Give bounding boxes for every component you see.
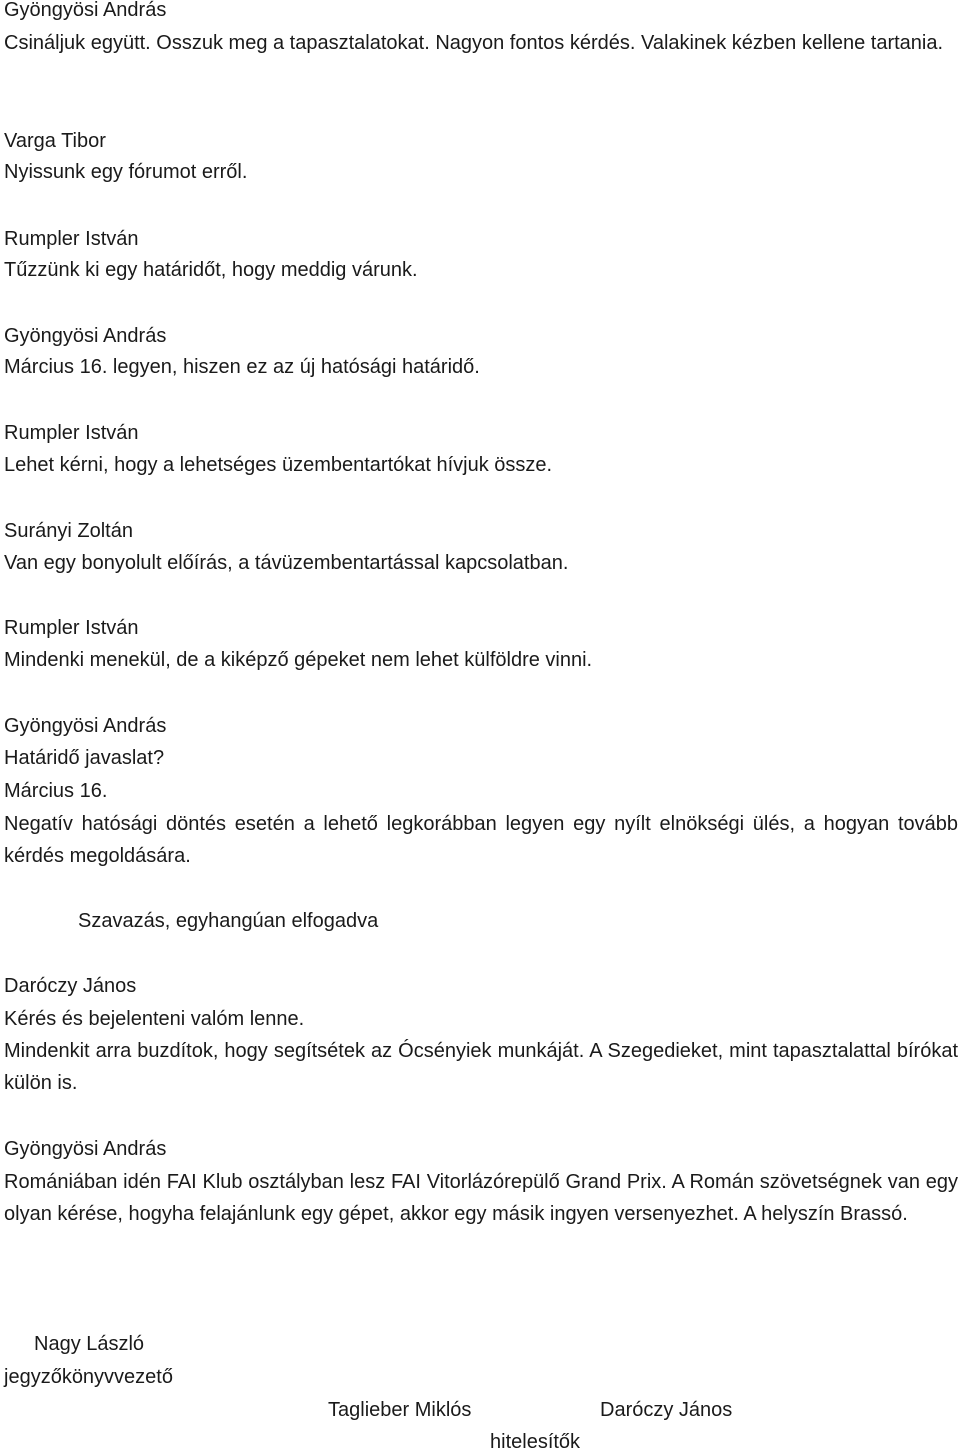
speaker-name: Gyöngyösi András: [4, 0, 167, 21]
speaker-name: Gyöngyösi András: [4, 1138, 167, 1160]
speech-line: Kérés és bejelenteni valóm lenne.: [4, 1008, 305, 1030]
speech-text: Tűzzünk ki egy határidőt, hogy meddig várunk.: [4, 259, 418, 281]
speech-text: Március 16. legyen, hiszen ez az új hatósági határidő.: [4, 356, 480, 378]
speech-line: Március 16.: [4, 780, 108, 802]
authenticator-name: Taglieber Miklós: [328, 1399, 472, 1421]
speech-text: Negatív hatósági döntés esetén a lehető legkorábban legyen egy nyílt elnökségi ülés, a hogyan tovább kérdés megoldására.: [4, 813, 958, 867]
speech-line: Határidő javaslat?: [4, 747, 165, 769]
speaker-name: Gyöngyösi András: [4, 325, 167, 347]
speaker-name: Rumpler István: [4, 422, 139, 444]
speaker-name: Surányi Zoltán: [4, 520, 133, 542]
authenticators-role: hitelesítők: [490, 1431, 581, 1453]
recorder-role: jegyzőkönyvvezető: [4, 1366, 173, 1388]
document-page: [4, 0, 958, 1454]
speech-text: Nyissunk egy fórumot erről.: [4, 161, 248, 183]
authenticator-name: Daróczy János: [600, 1399, 733, 1421]
recorder-name: Nagy László: [34, 1333, 145, 1355]
speech-text: Van egy bonyolult előírás, a távüzembentartással kapcsolatban.: [4, 552, 569, 574]
speech-text: Mindenki menekül, de a kiképző gépeket nem lehet külföldre vinni.: [4, 649, 593, 671]
speech-text: Csináljuk együtt. Osszuk meg a tapasztalatokat. Nagyon fontos kérdés. Valakinek kézben kellene tartania.: [4, 32, 944, 54]
speaker-name: Daróczy János: [4, 975, 137, 997]
vote-result: Szavazás, egyhangúan elfogadva: [78, 910, 379, 932]
speech-text: Lehet kérni, hogy a lehetséges üzembentartókat hívjuk össze.: [4, 454, 553, 476]
speaker-name: Gyöngyösi András: [4, 715, 167, 737]
speech-text: Romániában idén FAI Klub osztályban lesz FAI Vitorlázórepülő Grand Prix. A Román szövetségnek van egy olyan kérése, hogyha felajánlunk egy gépet, akkor egy másik ingyen versenyezhet. A helyszín Brassó.: [4, 1171, 958, 1225]
speaker-name: Rumpler István: [4, 228, 139, 250]
speech-text: Mindenkit arra buzdítok, hogy segítsétek az Ócsényiek munkáját. A Szegedieket, mint tapasztalattal bírókat külön is.: [4, 1040, 958, 1094]
speaker-name: Rumpler István: [4, 617, 139, 639]
speaker-name: Varga Tibor: [4, 130, 106, 152]
